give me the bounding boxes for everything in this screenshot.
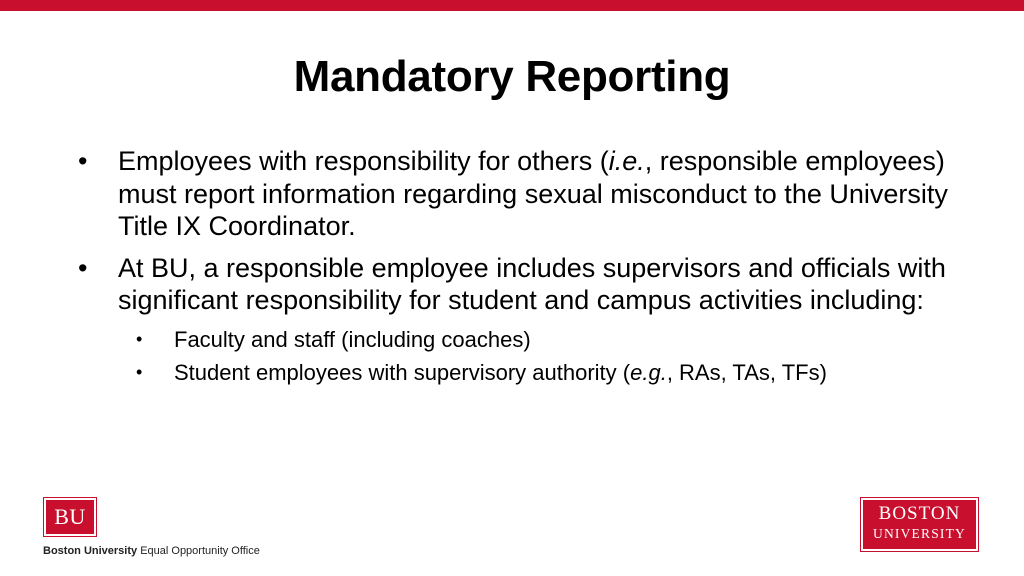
bullet-text: At BU, a responsible employee includes supervisors and officials with significant responsibility for student and campus activities including: xyxy=(118,252,946,315)
bullet-list xyxy=(78,145,968,389)
bullet-text-part: Employees with responsibility for others ( xyxy=(118,146,609,176)
bu-logo-text: BU xyxy=(46,500,94,534)
footer-org-office: Equal Opportunity Office xyxy=(137,545,260,557)
sub-bullet-item xyxy=(78,323,968,356)
sub-bullet-list xyxy=(78,323,968,389)
sub-bullet-text-part: , RAs, TAs, TFs) xyxy=(666,359,827,385)
sub-bullet-item xyxy=(78,356,968,389)
top-accent-bar xyxy=(0,0,1024,11)
sub-bullet-text: Faculty and staff (including coaches) xyxy=(174,326,531,352)
slide-title: Mandatory Reporting xyxy=(293,52,731,101)
sub-bullet-text-part: Student employees with supervisory authority ( xyxy=(174,359,631,385)
footer-org-bold: Boston University xyxy=(43,545,138,557)
bu-logo-small xyxy=(43,497,97,537)
boston-university-logo xyxy=(860,497,979,552)
bullet-text-italic: i.e. xyxy=(608,146,645,176)
bullet-icon: • xyxy=(136,361,143,382)
bullet-icon: • xyxy=(78,146,88,176)
logo-box xyxy=(863,500,976,549)
bullet-icon: • xyxy=(136,328,143,349)
bullet-item xyxy=(78,252,968,317)
bullet-text-part: , responsible employees) must report information regarding sexual misconduct to the University Title IX Coordinator. xyxy=(118,146,948,241)
footer-org-name xyxy=(43,545,260,557)
logo-line-2: UNIVERSITY xyxy=(873,526,966,541)
logo-line-1: BOSTON xyxy=(878,503,961,524)
sub-bullet-text-italic: e.g. xyxy=(630,359,667,385)
bullet-icon: • xyxy=(78,252,88,283)
bullet-item xyxy=(78,145,968,243)
